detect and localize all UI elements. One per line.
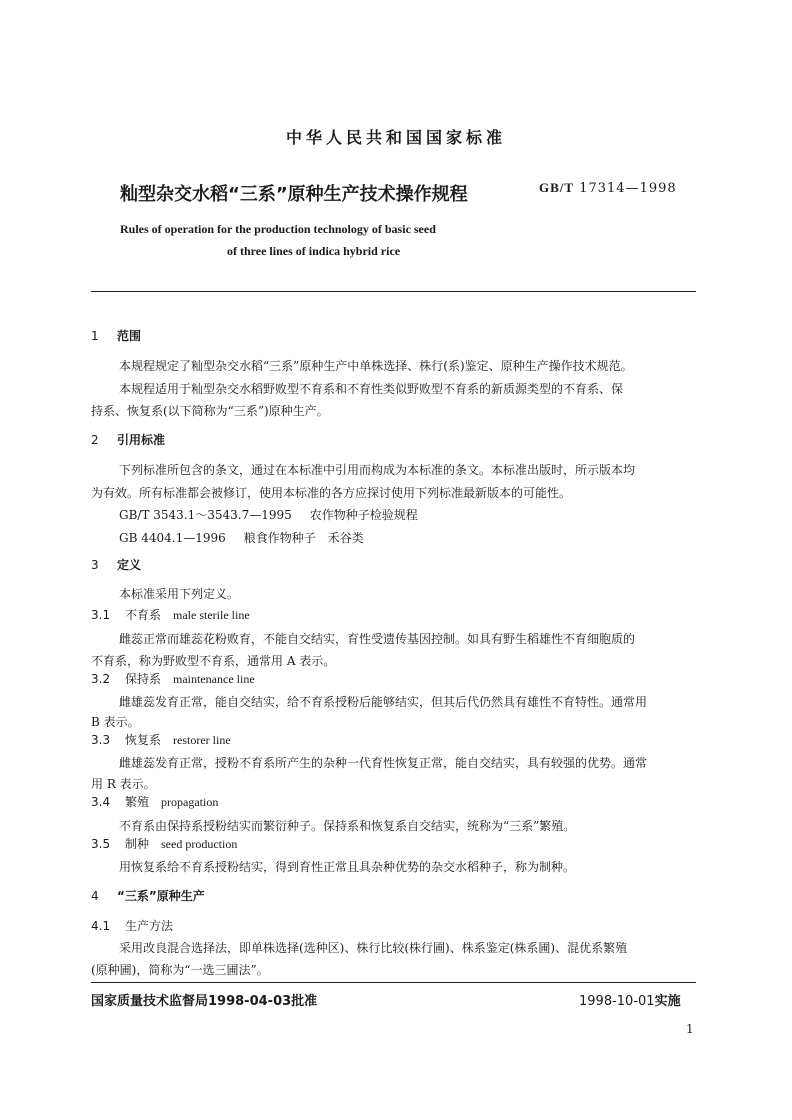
definition-term: 制种 xyxy=(125,837,150,851)
definition-term-en: male sterile line xyxy=(173,608,250,622)
section-3-intro: 本标准采用下列定义。 xyxy=(119,587,240,601)
implementation-line xyxy=(579,990,681,1009)
subsection-4-1-text-b: (原种圃)，简称为“一选三圃法”。 xyxy=(91,963,269,977)
section-number: 2 xyxy=(91,433,99,447)
section-title: 引用标准 xyxy=(117,433,166,447)
definition-3-5-heading xyxy=(91,835,237,852)
definition-term: 保持系 xyxy=(125,672,162,686)
definition-3-1-text-a: 雌蕊正常而雄蕊花粉败育，不能自交结实，育性受遗传基因控制。如具有野生稻雄性不育细胞质的 xyxy=(119,632,636,646)
definition-number: 3.1 xyxy=(91,608,111,622)
section-2-paragraph-1b: 为有效。所有标准都会被修订，使用本标准的各方应探讨使用下列标准最新版本的可能性。 xyxy=(91,486,572,500)
definition-3-2-heading xyxy=(91,670,255,687)
definition-3-3-text-a: 雌雄蕊发育正常，授粉不育系所产生的杂种一代育性恢复正常，能自交结实，具有较强的优势。通常 xyxy=(119,756,648,770)
standard-code: 17314—1998 xyxy=(579,181,677,196)
reference-2 xyxy=(119,529,364,546)
approval-line: 国家质量技术监督局1998-04-03批准 xyxy=(91,994,318,1009)
header-divider xyxy=(91,291,696,292)
section-title: 定义 xyxy=(117,558,142,572)
subsection-title: 生产方法 xyxy=(125,919,174,933)
definition-3-3-heading xyxy=(91,731,231,748)
definition-3-2-text-a: 雌雄蕊发育正常，能自交结实，给不育系授粉后能够结实，但其后代仍然具有雄性不育特性。通常用 xyxy=(119,695,648,709)
definition-3-1-text-b: 不育系，称为野败型不育系，通常用 A 表示。 xyxy=(91,654,336,668)
definition-term-en: maintenance line xyxy=(173,672,255,686)
definition-3-2-text-b: B 表示。 xyxy=(91,715,140,729)
chinese-title: 籼型杂交水稻“三系”原种生产技术操作规程 xyxy=(120,184,468,205)
definition-term-en: propagation xyxy=(161,795,219,809)
section-title: “三系”原种生产 xyxy=(117,889,205,903)
reference-title: 粮食作物种子 禾谷类 xyxy=(243,531,364,545)
definition-3-5-text-a: 用恢复系给不育系授粉结实，得到育性正常且具杂种优势的杂交水稻种子，称为制种。 xyxy=(119,860,576,874)
section-3-heading xyxy=(91,556,141,573)
definition-number: 3.3 xyxy=(91,733,111,747)
definition-number: 3.5 xyxy=(91,837,111,851)
implementation-label: 实施 xyxy=(654,994,681,1009)
standard-number xyxy=(539,180,677,196)
section-4-heading xyxy=(91,887,205,904)
section-1-heading xyxy=(91,327,141,344)
section-2-paragraph-1a: 下列标准所包含的条文，通过在本标准中引用而构成为本标准的条文。本标准出版时，所示版本均 xyxy=(119,463,636,477)
standard-prefix: GB/T xyxy=(539,180,575,195)
section-1-paragraph-2a: 本规程适用于籼型杂交水稻野败型不育系和不育性类似野败型不育系的新质源类型的不育系、保 xyxy=(119,382,624,396)
section-title: 范围 xyxy=(117,329,142,343)
definition-term: 恢复系 xyxy=(125,733,162,747)
section-number: 4 xyxy=(91,889,99,903)
definition-3-4-text-a: 不育系由保持系授粉结实而繁衍种子。保持系和恢复系自交结实，统称为“三系”繁殖。 xyxy=(119,819,576,833)
definition-number: 3.2 xyxy=(91,672,111,686)
section-number: 1 xyxy=(91,329,99,343)
footer-divider xyxy=(91,982,696,983)
national-standard-heading: 中华人民共和国国家标准 xyxy=(285,128,506,147)
reference-code: GB 4404.1—1996 xyxy=(119,531,226,545)
definition-number: 3.4 xyxy=(91,795,111,809)
definition-term: 不育系 xyxy=(125,608,162,622)
reference-1 xyxy=(119,506,418,523)
reference-code: GB/T 3543.1～3543.7—1995 xyxy=(119,508,292,522)
section-2-heading xyxy=(91,431,165,448)
subsection-4-1-text-a: 采用改良混合选择法，即单株选择(选种区)、株行比较(株行圃)、株系鉴定(株系圃)、混优系繁殖 xyxy=(119,941,628,955)
definition-3-4-heading xyxy=(91,793,218,810)
subsection-4-1-heading xyxy=(91,917,173,934)
section-1-paragraph-1: 本规程规定了籼型杂交水稻“三系”原种生产中单株选择、株行(系)鉴定、原种生产操作技术规范。 xyxy=(119,359,633,373)
page-number: 1 xyxy=(686,1022,694,1036)
subsection-number: 4.1 xyxy=(91,919,111,933)
definition-3-1-heading xyxy=(91,606,250,623)
english-title-line-2: of three lines of indica hybrid rice xyxy=(227,244,401,258)
implementation-date: 1998-10-01 xyxy=(579,994,655,1009)
definition-term-en: seed production xyxy=(161,837,238,851)
definition-term: 繁殖 xyxy=(125,795,150,809)
reference-title: 农作物种子检验规程 xyxy=(309,508,418,522)
definition-3-3-text-b: 用 R 表示。 xyxy=(91,777,156,791)
section-1-paragraph-2b: 持系、恢复系(以下简称为“三系”)原种生产。 xyxy=(91,404,329,418)
english-title-line-1: Rules of operation for the production technology of basic seed xyxy=(120,222,436,236)
definition-term-en: restorer line xyxy=(173,733,231,747)
section-number: 3 xyxy=(91,558,99,572)
